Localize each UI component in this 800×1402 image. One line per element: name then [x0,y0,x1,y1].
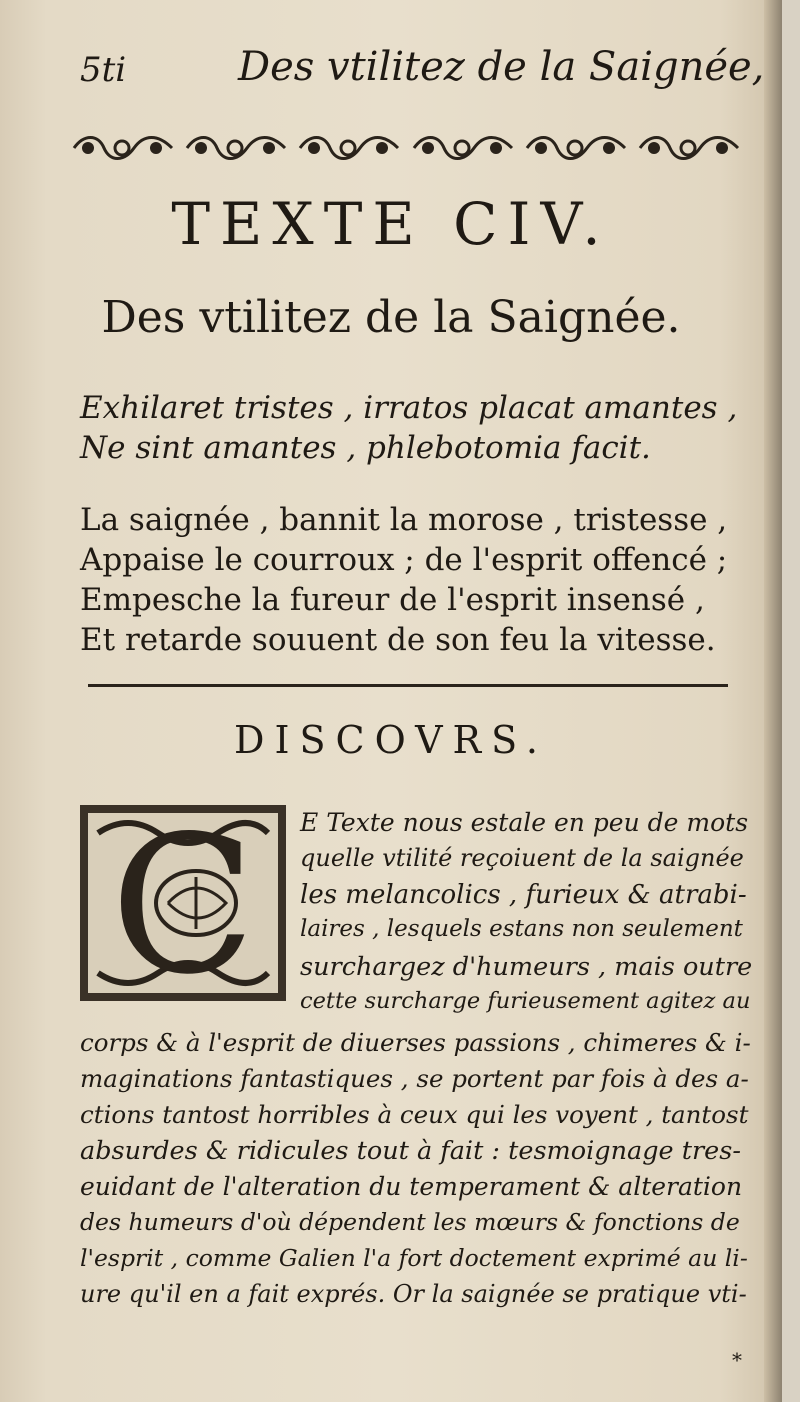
drop-cap-letter: C [110,803,256,1003]
discours-line: laires , lesquels estans non seulement [300,916,743,942]
signature-mark: * [732,1348,742,1372]
ornament-fleuron-icon [410,132,516,164]
ornament-fleuron-icon [296,132,402,164]
discours-line: corps & à l'esprit de diuerses passions , chimeres & i- [80,1028,751,1057]
discours-line: ctions tantost horribles à ceux qui les voyent , tantost [80,1100,749,1129]
discours-line: cette surcharge furieusement agitez au [300,988,751,1014]
discours-line: euidant de l'alteration du temperament & alteration [80,1172,743,1201]
discours-heading: DISCOVRS. [234,718,548,762]
discours-line: ure qu'il en a fait exprés. Or la saignée se pratique vti- [80,1280,747,1308]
discours-line: E Texte nous estale en peu de mots [300,808,749,837]
latin-verse-line: Exhilaret tristes , irratos placat amantes , [80,390,738,426]
section-subtitle: Des vtilitez de la Saignée. [101,292,681,343]
ornament-band [70,128,742,168]
page-number: 5ti [80,50,127,90]
french-verse-line: La saignée , bannit la morose , tristesse , [80,502,728,538]
latin-verse-line: Ne sint amantes , phlebotomia facit. [80,430,651,466]
discours-line: surchargez d'humeurs , mais outre [300,952,753,982]
divider-rule [88,684,728,687]
french-verse-line: Empesche la fureur de l'esprit insensé , [80,582,705,618]
french-verse-line: Et retarde souuent de son feu la vitesse. [80,622,716,658]
running-head [0,38,782,98]
running-title: Des vtilitez de la Saignée, [238,44,765,90]
discours-line: des humeurs d'où dépendent les mœurs & fonctions de [80,1208,740,1236]
ornament-fleuron-icon [183,132,289,164]
discours-line: maginations fantastiques , se portent par fois à des a- [80,1064,749,1093]
french-verse-line: Appaise le courroux ; de l'esprit offencé ; [80,542,728,578]
discours-line: quelle vtilité reçoiuent de la saignée [300,844,744,872]
discours-line: absurdes & ridicules tout à fait : tesmoignage tres- [80,1136,741,1166]
texte-heading: TEXTE CIV. [171,190,611,258]
ornament-fleuron-icon [70,132,176,164]
ornament-fleuron-icon [636,132,742,164]
decorated-initial-c-icon [78,803,288,1003]
ornament-fleuron-icon [523,132,629,164]
discours-line: les melancolics , furieux & atrabi- [300,880,747,910]
discours-line: l'esprit , comme Galien l'a fort doctement exprimé au li- [80,1244,748,1272]
